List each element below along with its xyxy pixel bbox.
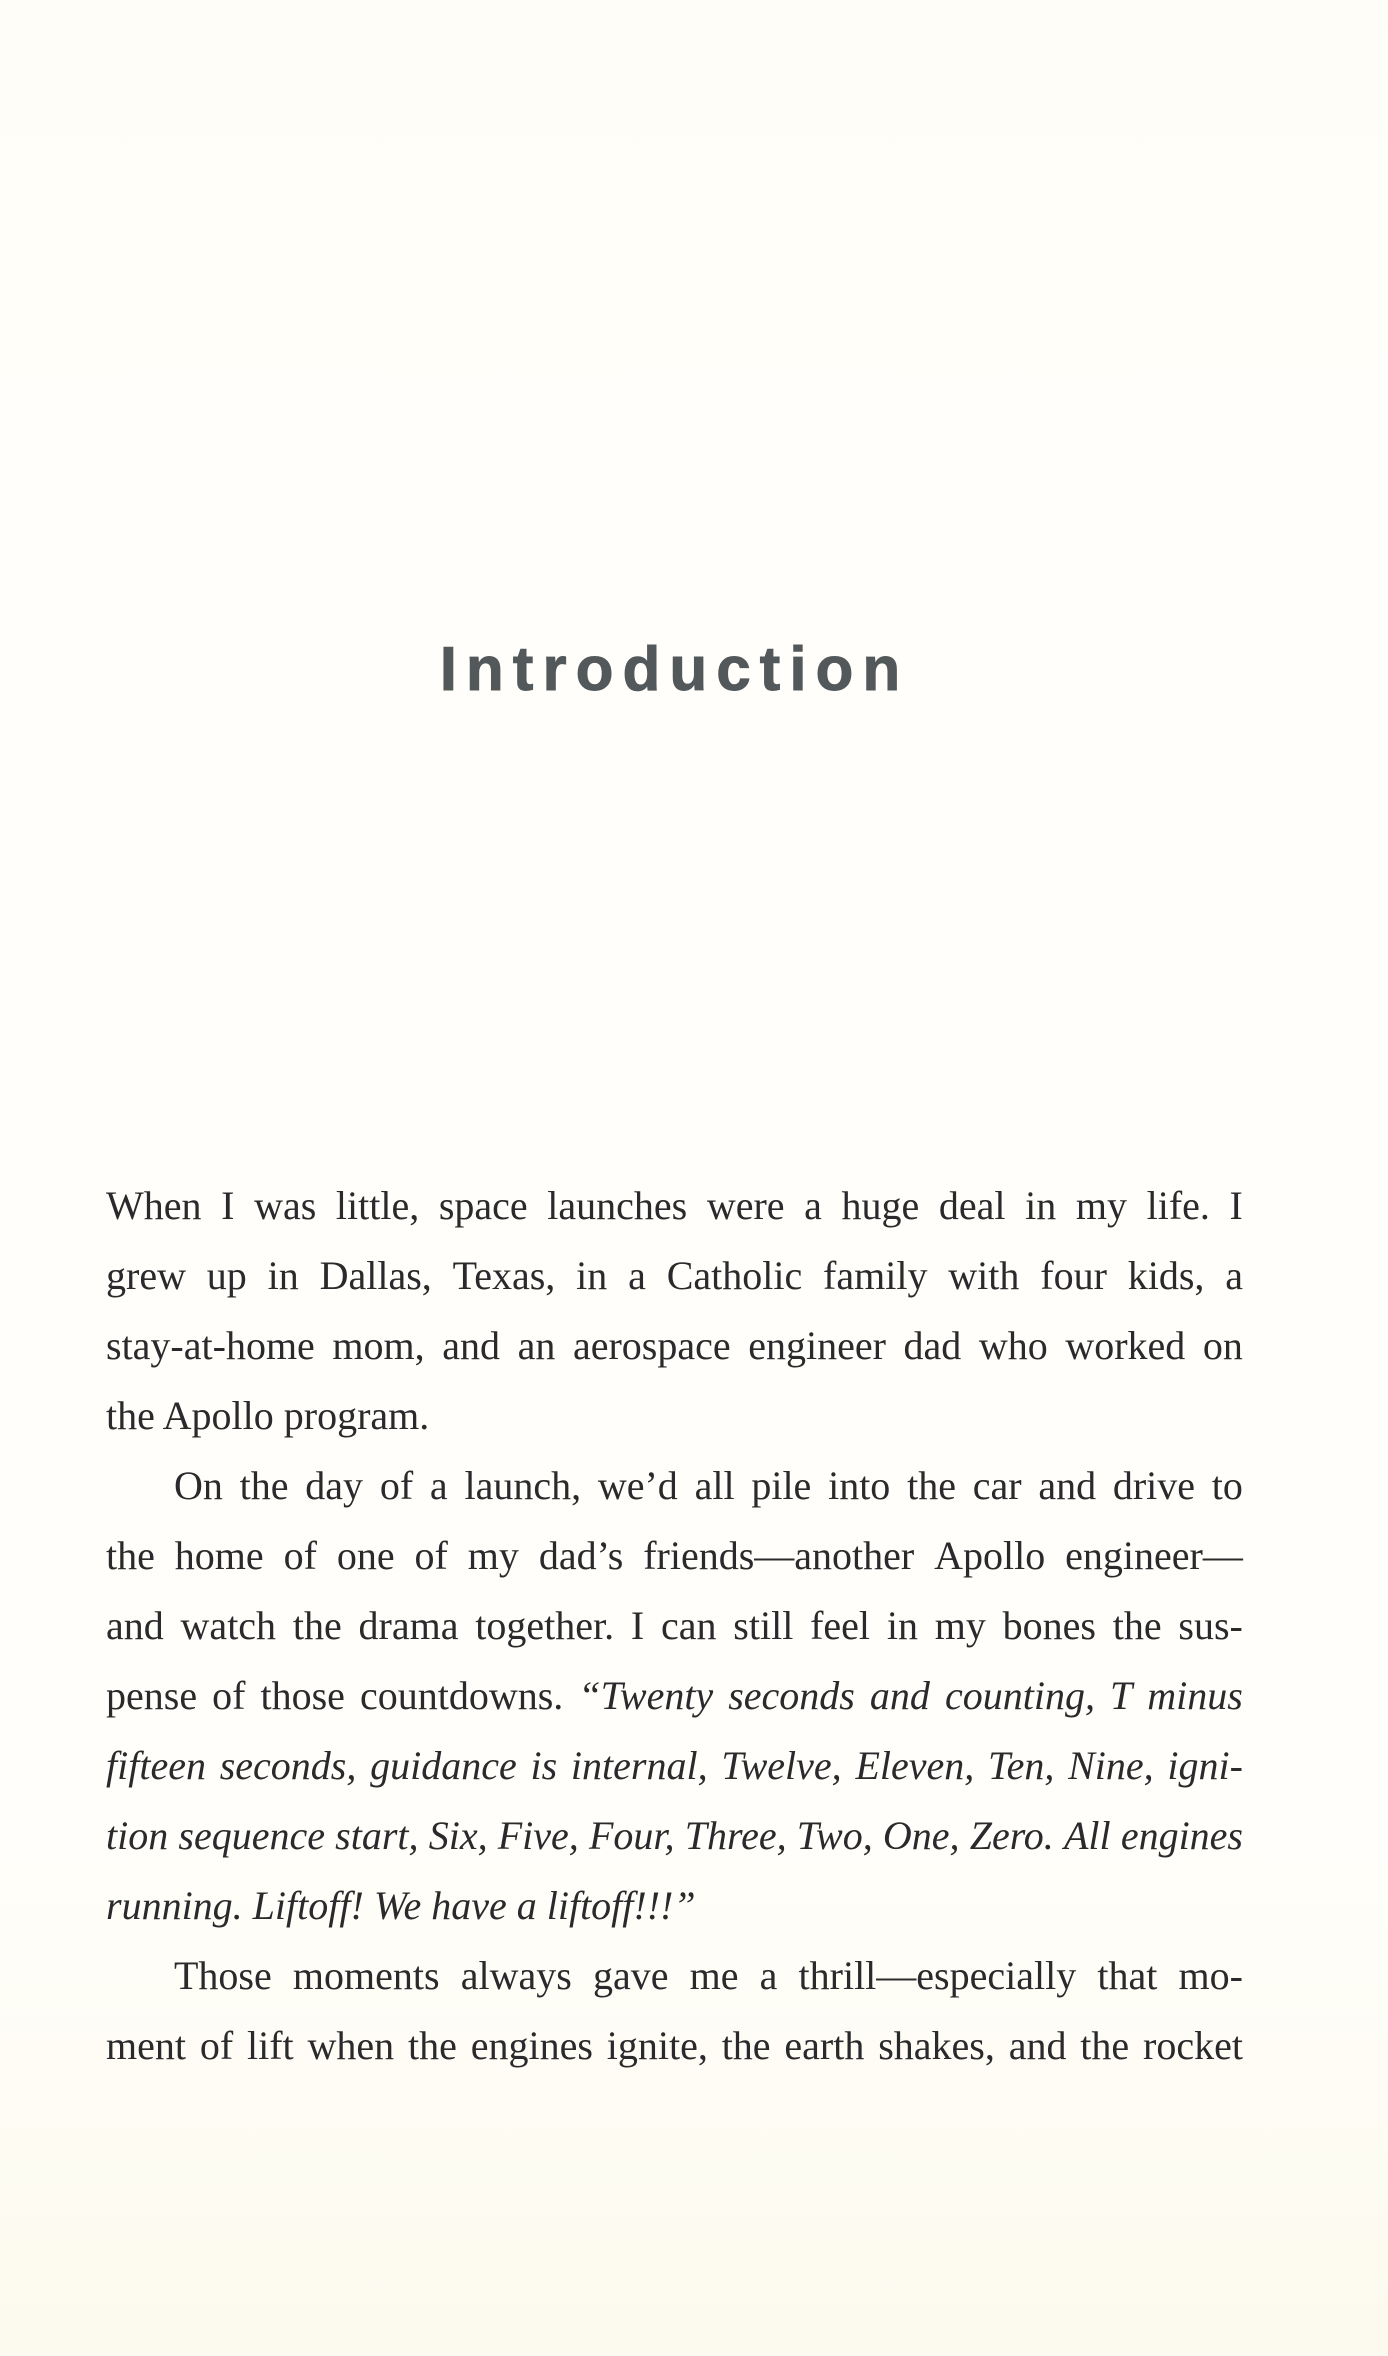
word: of	[283, 1533, 317, 1578]
word: engineer—	[1065, 1533, 1243, 1578]
word: those	[260, 1673, 345, 1718]
word: gave	[592, 1953, 669, 1998]
word: a	[1225, 1253, 1243, 1298]
word: drama	[358, 1603, 459, 1648]
word: four	[1040, 1253, 1107, 1298]
word: stay-at-home	[106, 1323, 315, 1368]
word: in	[576, 1253, 608, 1298]
word: of	[199, 2023, 234, 2068]
word: family	[823, 1253, 928, 1298]
italic-word: Five,	[497, 1813, 579, 1858]
word: Apollo	[934, 1533, 1046, 1578]
word: worked	[1065, 1323, 1186, 1368]
word: still	[733, 1603, 794, 1648]
text-line	[106, 1661, 1243, 1731]
word: when	[307, 2023, 395, 2068]
italic-word: seconds	[728, 1673, 855, 1718]
word: mo-	[1178, 1953, 1243, 1998]
text-line	[106, 1941, 1243, 2011]
word: I	[630, 1603, 645, 1648]
word: rocket	[1143, 2023, 1243, 2068]
italic-word: guidance	[370, 1743, 517, 1788]
word: ment	[106, 2023, 186, 2068]
italic-text-segment: running. Liftoff! We have a liftoff!!!”	[106, 1883, 696, 1928]
text-line	[106, 1871, 1243, 1941]
word: earth	[784, 2023, 865, 2068]
paragraph-2	[106, 1451, 1243, 1941]
word: the	[408, 2023, 457, 2068]
word: who	[978, 1323, 1048, 1368]
word: into	[828, 1463, 891, 1508]
word: watch	[180, 1603, 277, 1648]
word: the	[1080, 2023, 1130, 2068]
word: and	[1008, 2023, 1067, 2068]
word: and	[442, 1323, 500, 1368]
word: pile	[751, 1463, 812, 1508]
word: the	[721, 2023, 771, 2068]
word: a	[429, 1463, 448, 1508]
chapter-title: Introduction	[439, 634, 910, 704]
italic-word: “Twenty	[578, 1673, 714, 1718]
word: the	[239, 1463, 289, 1508]
word: my	[934, 1603, 986, 1648]
word: me	[689, 1953, 739, 1998]
word: in	[267, 1253, 299, 1298]
word: of	[379, 1463, 414, 1508]
italic-word: fifteen	[106, 1743, 206, 1788]
word: car	[972, 1463, 1022, 1508]
word: kids,	[1127, 1253, 1205, 1298]
italic-word: internal,	[570, 1743, 708, 1788]
word: dad’s	[538, 1533, 624, 1578]
italic-word: is	[530, 1743, 558, 1788]
italic-word: igni-	[1167, 1743, 1243, 1788]
word: a	[759, 1953, 778, 1998]
paragraph-3	[106, 1941, 1243, 2081]
word: always	[460, 1953, 572, 1998]
text-line	[106, 1451, 1243, 1521]
italic-word: and	[869, 1673, 930, 1718]
word: were	[706, 1183, 785, 1228]
word: launch,	[464, 1463, 582, 1508]
word: pense	[106, 1673, 198, 1718]
word: in	[1025, 1183, 1057, 1228]
word: lift	[247, 2023, 294, 2068]
word: On	[174, 1463, 223, 1508]
word: my	[467, 1533, 519, 1578]
word: aerospace	[572, 1323, 731, 1368]
word: life.	[1146, 1183, 1210, 1228]
word: drive	[1112, 1463, 1196, 1508]
word: home	[174, 1533, 264, 1578]
word: and	[106, 1603, 164, 1648]
italic-word: Ten,	[988, 1743, 1055, 1788]
italic-word: seconds,	[219, 1743, 357, 1788]
word: my	[1075, 1183, 1127, 1228]
word: friends—another	[643, 1533, 915, 1578]
text-line	[106, 1171, 1243, 1241]
word: was	[254, 1183, 317, 1228]
italic-word: Eleven,	[855, 1743, 975, 1788]
word: of	[414, 1533, 448, 1578]
italic-word: Four,	[588, 1813, 675, 1858]
text-line	[106, 1241, 1243, 1311]
word: that	[1097, 1953, 1158, 1998]
word: moments	[292, 1953, 440, 1998]
text-line	[106, 2011, 1243, 2081]
word: up	[206, 1253, 247, 1298]
word: an	[517, 1323, 556, 1368]
word: on	[1202, 1323, 1243, 1368]
text-line	[106, 1381, 1243, 1451]
word: space	[438, 1183, 528, 1228]
text-line	[106, 1591, 1243, 1661]
word: Catholic	[666, 1253, 803, 1298]
word: little,	[335, 1183, 420, 1228]
italic-word: Twelve,	[721, 1743, 842, 1788]
word: a	[628, 1253, 646, 1298]
italic-word: start,	[335, 1813, 419, 1858]
word: all	[694, 1463, 735, 1508]
word: with	[948, 1253, 1020, 1298]
italic-word: T	[1110, 1673, 1133, 1718]
text-line	[106, 1731, 1243, 1801]
word: mom,	[332, 1323, 425, 1368]
word: the	[907, 1463, 956, 1508]
word: huge	[841, 1183, 920, 1228]
italic-word: Two,	[796, 1813, 873, 1858]
word: bones	[1002, 1603, 1096, 1648]
word: of	[212, 1673, 246, 1718]
word: we’d	[597, 1463, 678, 1508]
text-line	[106, 1521, 1243, 1591]
italic-word: minus	[1147, 1673, 1243, 1718]
word: Texas,	[452, 1253, 556, 1298]
italic-word: counting,	[944, 1673, 1095, 1718]
word: Those	[174, 1953, 272, 1998]
text-segment: the Apollo program.	[106, 1393, 430, 1438]
word: I	[1229, 1183, 1243, 1228]
word: and	[1038, 1463, 1097, 1508]
word: feel	[810, 1603, 871, 1648]
word: sus-	[1178, 1603, 1243, 1648]
word: thrill—especially	[798, 1953, 1077, 1998]
italic-word: engines	[1120, 1813, 1243, 1858]
word: the	[292, 1603, 342, 1648]
word: engines	[470, 2023, 593, 2068]
word: to	[1211, 1463, 1243, 1508]
word: in	[886, 1603, 918, 1648]
word: When	[106, 1183, 202, 1228]
word: dad	[903, 1323, 962, 1368]
word: deal	[938, 1183, 1006, 1228]
text-line	[106, 1801, 1243, 1871]
paragraph-1	[106, 1171, 1243, 1451]
word: can	[660, 1603, 717, 1648]
word: I	[221, 1183, 235, 1228]
word: shakes,	[878, 2023, 995, 2068]
italic-word: Three,	[684, 1813, 787, 1858]
word: the	[106, 1533, 155, 1578]
word: launches	[547, 1183, 688, 1228]
word: grew	[106, 1253, 186, 1298]
word: Dallas,	[319, 1253, 432, 1298]
italic-word: Six,	[428, 1813, 488, 1858]
word: day	[305, 1463, 364, 1508]
italic-word: sequence	[178, 1813, 325, 1858]
word: one	[336, 1533, 395, 1578]
word: the	[1112, 1603, 1162, 1648]
italic-word: Zero.	[969, 1813, 1054, 1858]
word: a	[804, 1183, 822, 1228]
word: together.	[475, 1603, 615, 1648]
italic-word: One,	[882, 1813, 960, 1858]
italic-word: Nine,	[1068, 1743, 1154, 1788]
word: countdowns.	[359, 1673, 564, 1718]
body-text	[106, 1171, 1243, 2081]
italic-word: tion	[106, 1813, 169, 1858]
word: engineer	[748, 1323, 886, 1368]
text-line	[106, 1311, 1243, 1381]
word: ignite,	[606, 2023, 708, 2068]
italic-word: All	[1063, 1813, 1111, 1858]
